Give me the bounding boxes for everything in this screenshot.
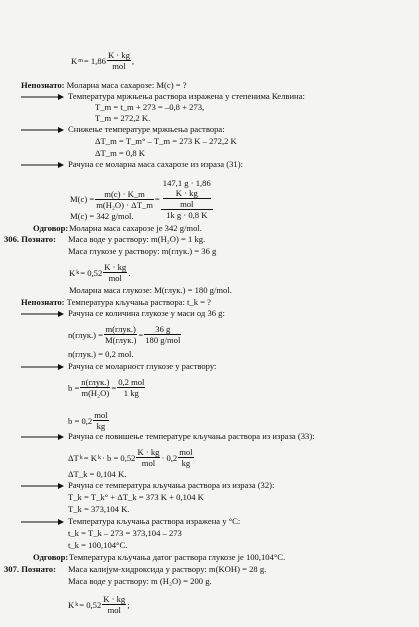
text-line: Температура мржњења раствора изражена у степенима Келвина: bbox=[68, 91, 305, 101]
unknown-line: Непознато: Температура кључања раствора: t_k = ? bbox=[21, 297, 211, 307]
formula-moles: n(глук.) = $\frac{\text{m(глук.)}}{\text{M(глук.)}}$ = $\frac{36 g}{\text{180 g/mol}}$ bbox=[68, 324, 181, 345]
formula-kk: K k = 0,52 $\frac{K \cdot kg}{\text{mol}}$ . bbox=[69, 262, 131, 283]
arrow-icon bbox=[21, 310, 65, 318]
problem-307: 307. Познато: Маса калијум-хидроксида у раствору: m(KOH) = 28 g. bbox=[4, 564, 267, 574]
text-line: T_m = t_m + 273 = –0,8 + 273, bbox=[95, 102, 205, 112]
text-line: Рачуна се количина глукозе у маси од 36 g: bbox=[68, 308, 225, 318]
arrow-icon bbox=[21, 363, 65, 371]
text-line: t_k = T_k – 273 = 373,104 – 273 bbox=[68, 528, 182, 538]
text-line: T_m = 272,2 K. bbox=[95, 113, 151, 123]
text-line: Рачуна се моларност глукозе у раствору: bbox=[68, 361, 217, 371]
arrow-icon bbox=[21, 482, 65, 490]
text-line: t_k = 100,104°C. bbox=[68, 540, 128, 550]
problem-306: 306. Познато: Маса воде у раствору: m(H₂O) = 1 kg. bbox=[4, 234, 206, 244]
text-line: Снижење температуре мржњења раствора: bbox=[68, 124, 225, 134]
text-line: Маса воде у раствору: m (H₂O) = 200 g. bbox=[68, 576, 212, 586]
text-line: T_k = T_k° + ΔT_k = 373 K + 0,104 K bbox=[68, 492, 204, 502]
text-line: Моларна маса глукозе: M(глук.) = 180 g/mol. bbox=[69, 285, 232, 295]
arrow-icon bbox=[21, 93, 65, 101]
text-line: Температура кључања раствора изражена у °C: bbox=[68, 516, 241, 526]
text-line: ΔT_k = 0,104 K. bbox=[68, 469, 127, 479]
formula-km: K m = 1,86 $\frac{K \cdot kg}{\text{mol}}$ , bbox=[71, 50, 135, 71]
formula-molality: b = $\frac{\text{n(глук.)}}{\text{m(H₂O)}}$ = $\frac{\text{0,2 mol}}{1 kg}$ bbox=[68, 377, 145, 398]
text-line: Рачуна се температура кључања раствора из израза (32): bbox=[68, 480, 275, 490]
text-line: M(c) = 342 g/mol. bbox=[70, 211, 134, 221]
arrow-icon bbox=[21, 433, 65, 441]
formula-b-result: b = 0,2 $\frac{\text{mol}}{kg}$ bbox=[68, 410, 108, 431]
unknown-line: Непознато: Моларна маса сахарозе: M(c) = ? bbox=[21, 80, 187, 90]
text-line: Рачуна се моларна маса сахарозе из израза (31): bbox=[68, 159, 243, 169]
arrow-icon bbox=[21, 161, 65, 169]
text-line: Рачуна се повишење температуре кључања раствора из израза (33): bbox=[68, 431, 315, 441]
answer-line: Одговор: Моларна маса сахарозе је 342 g/mol. bbox=[33, 223, 202, 233]
answer-line: Одговор: Температура кључања датог раствора глукозе је 100,104°C. bbox=[33, 552, 286, 562]
arrow-icon bbox=[21, 126, 65, 134]
arrow-icon bbox=[21, 518, 65, 526]
formula-kk-307: K k = 0,52 $\frac{K \cdot kg}{\text{mol}}$ ; bbox=[68, 594, 130, 615]
text-line: n(глук.) = 0,2 mol. bbox=[68, 349, 134, 359]
text-line: ΔT_m = 0,8 K bbox=[95, 148, 145, 158]
text-line: T_k = 373,104 K. bbox=[68, 504, 130, 514]
text-line: Маса глукозе у раствору: m(глук.) = 36 g bbox=[68, 246, 217, 256]
formula-delta-tk: ΔT k = K k · b = 0,52 $\frac{K \cdot kg}{\text{mol}}$ · 0,2 $\frac{\text{mol}}{kg}$ bbox=[68, 447, 193, 468]
formula-molar-mass: M(c) = $\frac{m(c) \cdot K\_m}{\text{m(H₂O) · ΔT\_m}}$ = 147,1 g · 1,86 K · kg mol 1k g · 0,8 K bbox=[70, 178, 211, 220]
text-line: ΔT_m = T_m° – T_m = 273 K – 272,2 K bbox=[95, 136, 237, 146]
